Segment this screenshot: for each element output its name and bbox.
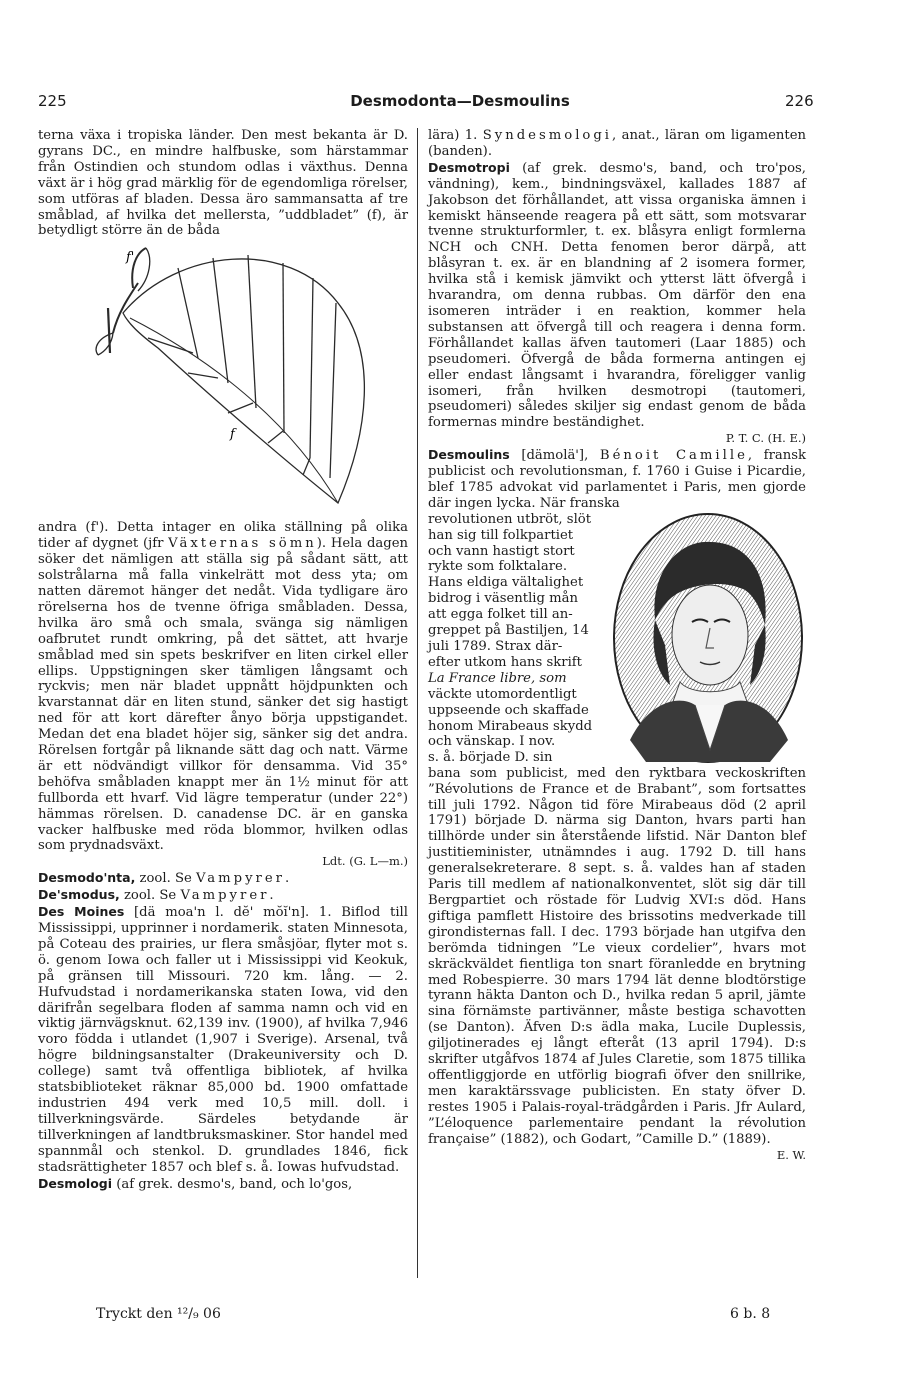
wrap-line: att egga folket till an- <box>428 607 573 623</box>
text-run: , anat., läran om ligamenten (banden). <box>428 128 807 159</box>
entry-desmotropi <box>428 160 806 447</box>
wrap-line: rykte som folktalare. <box>428 559 568 575</box>
entry-body: bana som publicist, med den ryktbara veckoskriften ”Révolutions de France et de Brabant”, som fortsattes till juli 1792. Någon tid före Mirabeaus död (2 april 1791) började D. närma sig Danton, hvars parti han tillhörde under sin återstående lifstid. När Danton blef justitieminister, utnämndes i aug. 1792 D. till hans generalsekreterare. 8 sept. s. å. valdes han af staden Paris till medlem af nationalkonventet, slöt sig där till Bergpartiet och röstade för Ludvig XVI:s död. Hans giftiga pamflett Histoire des brissotins medverkade till girondisternas fall. I dec. 1793 började han utgifva den berömda tidningen ”Le vieux cordelier”, hvars mot skräckväldet fientliga ton snart föranledde en brytning med Robespierre. 30 mars 1794 lät denne blodtörstige tyrann häkta Danton och D., hvilka redan 5 april, jämte sina förnämste partivänner, måste bestiga schavotten (se Danton). Äfven D:s ädla maka, Lucile Duplessis, giljotinerades ej långt efteråt (13 april 1794). D:s skrifter utgåfvos 1874 af Jules Claretie, som 1875 tillika offentliggjorde en utförlig biografi öfver den snillrike, men karaktärssvage publicisten. En staty öfver D. restes 1905 i Palais-royal-trädgården i Paris. Jfr Aulard, ”L’éloquence parlementaire pendant la révolution française” (1882), och Godart, ”Camille D.” (1889). <box>428 765 806 1147</box>
wrap-line: greppet på Bastiljen, 14 <box>428 623 589 639</box>
page-number-right: 226 <box>785 92 814 110</box>
wrap-line: väckte utomordentligt <box>428 686 577 702</box>
wrap-line: och vänskap. I nov. <box>428 734 556 750</box>
wrap-line: La France libre, som <box>428 670 567 686</box>
leaf-figure <box>38 243 408 516</box>
entry-body: (af grek. desmo's, band, och lo'gos, <box>112 1176 353 1192</box>
entry-desmoulins <box>428 447 806 512</box>
wrapped-lines <box>428 512 603 767</box>
headword: Desmotropi <box>428 159 510 175</box>
entry-body: , fransk publicist och revolutionsman, f. 1760 i Guise i Picardie, blef 1785 advokat vid parlamentet i Paris, men gjorde där ingen lycka. När franska <box>428 448 806 511</box>
entry-desmologi <box>38 1176 408 1193</box>
sheet-signature: 6 b. 8 <box>730 1306 771 1322</box>
cross-reference-link[interactable]: Syndesmologi <box>482 128 613 143</box>
wrap-line: efter utkom hans skrift <box>428 654 582 670</box>
wrap-line: juli 1789. Strax där- <box>428 639 563 654</box>
entry-desmodus: De'smodus, zool. Se Vampyrer. <box>38 887 274 904</box>
pronunciation: [dämolä'], <box>509 448 600 464</box>
page-number-left: 225 <box>38 92 67 110</box>
wrap-line: honom Mirabeaus skydd <box>428 718 593 734</box>
headword: Desmoulins <box>428 447 510 463</box>
cross-reference-link[interactable]: Vampyrer <box>195 871 285 887</box>
entry-body: zool. Se <box>135 871 196 887</box>
portrait-wrap-block <box>428 512 806 766</box>
column-divider <box>417 128 418 1278</box>
wrap-line: och vann hastigt stort <box>428 543 575 559</box>
headword: Des Moines <box>38 904 125 920</box>
entry-desmoulins-cont <box>428 766 806 1164</box>
text-run: andra (f'). Detta intager en olika ställning på olika tider af dygnet (jfr <box>38 520 408 552</box>
text-run: lära) 1. <box>428 128 483 143</box>
wrap-line: s. å. började D. sin <box>428 750 553 766</box>
entry-body: (af grek. desmo's, band, och tro'pos, vändning), kem., bindningsväxel, kallades 1887 af Jakobson det förhållandet, att vissa organiska ämnen i kemiskt hänseende reagera på ett sätt, som motsvarar tvenne strukturformler, t. ex. blåsyra enligt formlerna NCH och CNH. Detta fenomen beror därpå, att blåsyran t. ex. är en blandning af 2 isomera former, hvilka stå i kemisk jämvikt och ytterst lätt öfvergå i hvarandra, om denna rubbas. Om därför den ena isomeren inträder i en reaktion, kommer hela substansen att öfvergå till och reagera i denna form. Förhållandet kallas äfven tautomeri (Laar 1885) och pseudomeri. Öfvergå de båda formerna antingen ej eller endast långsamt i hvarandra, föreligger vanlig isomeri, från hvilken desmotropi (tautomeri, pseudomeri) således skiljer sig endast genom de båda formernas mindre beständighet. <box>428 160 806 431</box>
page-title: Desmodonta—Desmoulins <box>350 92 570 110</box>
entry-desmodonta: Desmodo'nta, zool. Se Vampyrer. <box>38 870 290 887</box>
wrap-line: revolutionen utbröt, slöt <box>428 511 592 527</box>
wrap-line: Hans eldiga vältalighet <box>428 575 584 591</box>
entry-des-moines <box>38 904 408 1175</box>
right-column <box>428 128 806 1163</box>
paragraph-leaf-movement <box>38 520 408 870</box>
author-signature: E. W. <box>776 1147 806 1162</box>
print-date: Tryckt den ¹²/₉ 06 <box>96 1306 221 1322</box>
text-run: ). Hela dagen söker det nämligen att ställa sig på sådant sätt, att solstrålarna må falla vinkelrätt mot dess yta; om natten däremot hänger det nedåt. Vida tydligare äro rörelserna hos de tvenne öfriga småbladen. Dessa, hvilka äro små och smala, svänga sig nämligen oafbrutet rundt omkring, på det sättet, att hvarje småblad med sin spets beskrifver en liten cirkel eller ellips. Uppstigningen sker tämligen långsamt och ryckvis; men när bladet uppnått höjdpunkten och kvarstannat där en liten stund, sänker det sig hastigt ned för att kort därefter ånyo börja uppstigandet. Medan det ena bladet höjer sig, sänker sig det andra. Rörelsen fortgår på liknande sätt dag och natt. Värme är ett nödvändigt villkor för densamma. Vid 35° behöfva småbladen knappt mer än 1½ minut för att fullborda ett hvarf. Vid lägre temperatur (under 22°) hämmas rörelsen. D. canadense DC. är en ganska vacker halfbuske med röda blommor, hvilken odlas som prydnadsväxt. <box>38 536 408 854</box>
entry-body: zool. Se <box>119 888 181 904</box>
entry-body: [dä moa'n l. dĕ' mŏĭ'n]. 1. Biflod till Mississippi, upprinner i nordamerik. staten Minnesota, på Coteau des prairies, ur flera småsjöar, flyter mot s. ö. genom Iowa och faller ut i Mississippi vid Keokuk, på gränsen till Missouri. 720 km. lång. — 2. Hufvudstad i nordamerikanska staten Iowa, vid den därifrån segelbara floden af samma namn och vid en viktig järnvägsknut. 62,139 inv. (1900), af hvilka 7,946 voro födda i utlandet (1,907 i Sverige). Arsenal, två högre bildningsanstalter (Drakeuniversity och D. college) samt två offentliga bibliotek, af hvilka statsbiblioteket räknar 85,000 bd. 1900 omfattade industrien 494 verk med 10,5 mill. doll. i tillverkningsvärde. Särdeles betydande är tillverkningen af landtbruksmaskiner. Stor handel med spannmål och stenkol. D. grundlades 1846, fick stadsrättigheter 1857 och blef s. å. Iowas hufvudstad. <box>38 905 408 1175</box>
left-column <box>38 128 408 1192</box>
wrap-line: bidrog i väsentlig mån <box>428 591 578 607</box>
headword: De'smodus, <box>38 887 120 903</box>
cross-reference-link[interactable]: Växternas sömn <box>168 536 317 552</box>
headword: Desmologi <box>38 1175 113 1191</box>
author-signature: P. T. C. (H. E.) <box>725 431 806 446</box>
figure-label-f-prime: f' <box>126 250 135 266</box>
entry-desmologi-cont <box>428 128 806 160</box>
wrap-line: han sig till folkpartiet <box>428 527 574 543</box>
leaf-illustration <box>38 243 408 516</box>
author-signature: Ldt. (G. L—m.) <box>322 854 408 869</box>
wrap-line: uppseende och skaffade <box>428 702 589 718</box>
cross-reference-link[interactable]: Vampyrer <box>180 888 270 904</box>
paragraph-desmodium: terna växa i tropiska länder. Den mest bekanta är D. gyrans DC., en mindre halfbuske, som härstammar från Ostindien och stundom odlas i växthus. Denna växt är i hög grad märklig för de egendomliga rörelser, som utföras af bladen. Dessa äro sammansatta af tre småblad, af hvilka det mellersta, ”uddbladet” (f), är betydligt större än de båda <box>38 128 408 239</box>
headword: Desmodo'nta, <box>38 870 136 886</box>
portrait-desmoulins <box>610 510 806 766</box>
person-name: Bénoit Camille <box>599 448 748 464</box>
figure-label-f: f <box>230 427 235 443</box>
